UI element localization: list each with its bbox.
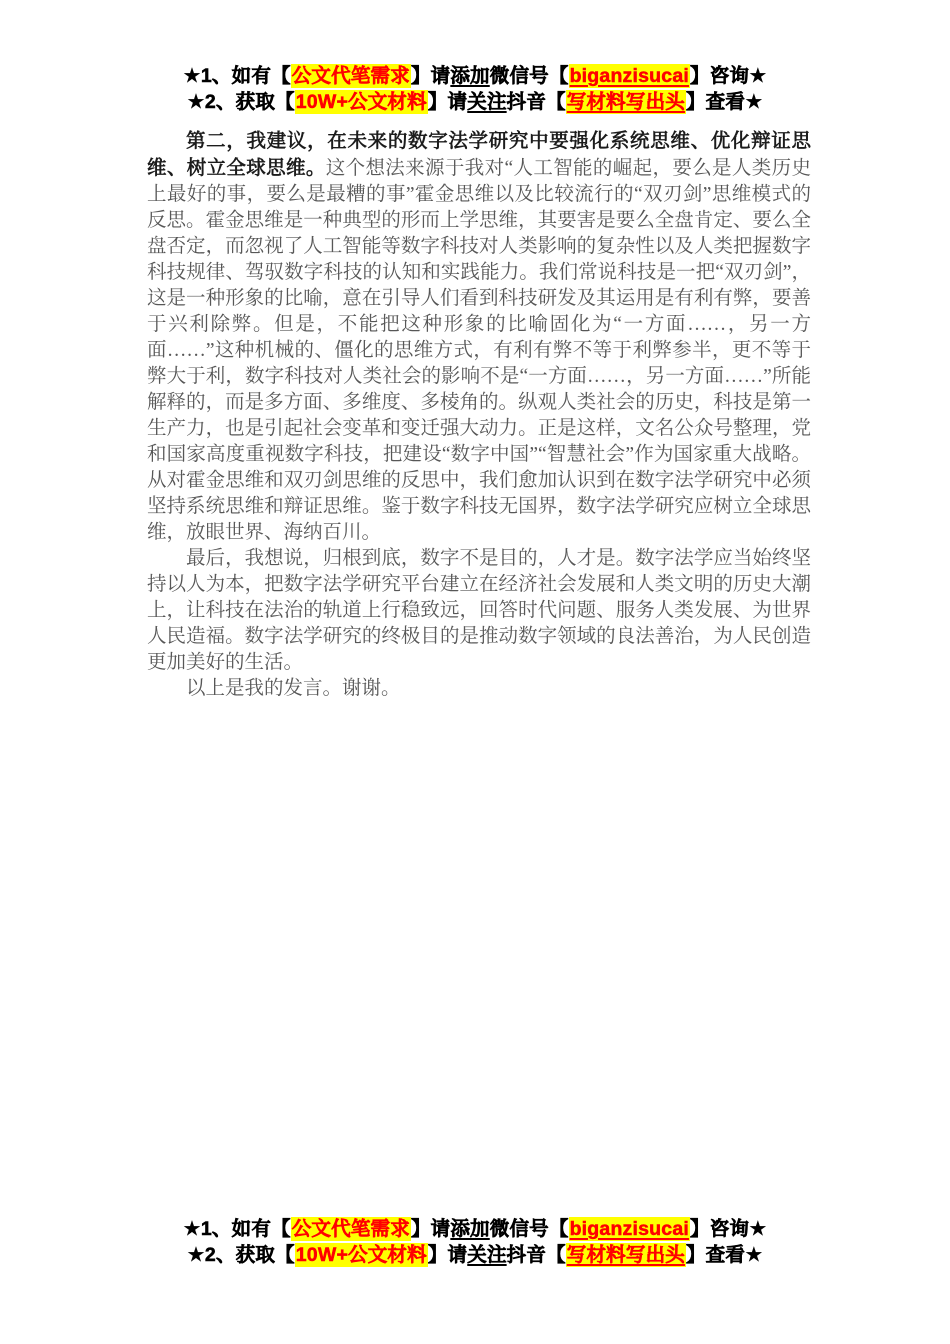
promo-bottom-line-2 <box>0 1242 950 1268</box>
promo-top-line-1 <box>0 63 950 89</box>
promo-line2-mid-2: 抖音【 <box>506 91 566 113</box>
promo-line2-action-follow: 关注 <box>467 91 507 113</box>
paragraph-2-text: 最后，我想说，归根到底，数字不是目的，人才是。数字法学应当始终坚持以人为本，把数字法学研究平台建立在经济社会发展和人类文明的历史大潮上，让科技在法治的轨道上行稳致远，回答时代问题、服务人类发展、为世界人民造福。数字法学研究的终极目的是推动数字领域的良法善治，为人民创造更加美好的生活。 <box>147 548 811 673</box>
promo-line2-mid-1: 】请 <box>427 91 468 113</box>
promo-line1-mid-2: 微信号【 <box>489 1218 569 1240</box>
paragraph-1-bold-lead: 第二，我建议，在未来的数字法学研究中要强化系统思维、优化辩证思维、树立全球思维。 <box>147 130 811 179</box>
promo-line1-prefix: ★1、如有【 <box>183 65 291 87</box>
promo-line1-highlight-service: 公文代笔需求 <box>291 1218 410 1240</box>
promo-line1-mid-1: 】请 <box>410 65 451 87</box>
promo-line1-suffix: 】咨询★ <box>690 1218 767 1240</box>
promo-top-line-2 <box>0 89 950 115</box>
promo-line2-douyin-id: 写材料写出头 <box>566 1244 685 1266</box>
promo-banner-top <box>0 63 950 115</box>
promo-banner-bottom <box>0 1216 950 1268</box>
promo-line2-prefix: ★2、获取【 <box>187 91 295 113</box>
promo-line1-suffix: 】咨询★ <box>690 65 767 87</box>
promo-line2-highlight-materials: 10W+公文材料 <box>295 91 427 113</box>
paragraph-1 <box>147 128 811 546</box>
promo-line2-douyin-id: 写材料写出头 <box>566 91 685 113</box>
promo-line1-wechat-id: biganzisucai <box>569 1218 689 1240</box>
promo-line1-wechat-id: biganzisucai <box>569 65 689 87</box>
promo-line2-action-follow: 关注 <box>467 1244 507 1266</box>
promo-line2-suffix: 】查看★ <box>685 91 763 113</box>
promo-line1-mid-2: 微信号【 <box>489 65 569 87</box>
promo-line2-mid-1: 】请 <box>427 1244 468 1266</box>
promo-line2-suffix: 】查看★ <box>685 1244 763 1266</box>
promo-line2-mid-2: 抖音【 <box>506 1244 566 1266</box>
paragraph-2 <box>147 546 811 676</box>
paragraph-3 <box>147 676 811 702</box>
promo-line1-prefix: ★1、如有【 <box>183 1218 291 1240</box>
promo-line2-prefix: ★2、获取【 <box>187 1244 295 1266</box>
promo-line1-highlight-service: 公文代笔需求 <box>291 65 410 87</box>
promo-bottom-line-1 <box>0 1216 950 1242</box>
promo-line1-mid-1: 】请 <box>410 1218 451 1240</box>
paragraph-3-text: 以上是我的发言。谢谢。 <box>186 678 401 699</box>
promo-line1-action-add: 添加 <box>450 1218 490 1240</box>
document-body <box>147 128 811 702</box>
paragraph-1-text: 这个想法来源于我对“人工智能的崛起，要么是人类历史上最好的事，要么是最糟的事”霍金思维以及比较流行的“双刃剑”思维模式的反思。霍金思维是一种典型的形而上学思维，其要害是要么全盘肯定、要么全盘否定，而忽视了人工智能等数字科技对人类影响的复杂性以及人类把握数字科技规律、驾驭数字科技的认知和实践能力。我们常说科技是一把“双刃剑”，这是一种形象的比喻，意在引导人们看到科技研发及其运用是有利有弊，要善于兴利除弊。但是，不能把这种形象的比喻固化为“一方面……，另一方面……”这种机械的、僵化的思维方式，有利有弊不等于利弊参半，更不等于弊大于利，数字科技对人类社会的影响不是“一方面……，另一方面……”所能解释的，而是多方面、多维度、多棱角的。纵观人类社会的历史，科技是第一生产力，也是引起社会变革和变迁强大动力。正是这样，文名公众号整理，党和国家高度重视数字科技，把建设“数字中国”“智慧社会”作为国家重大战略。从对霍金思维和双刃剑思维的反思中，我们愈加认识到在数字法学研究中必须坚持系统思维和辩证思维。鉴于数字科技无国界，数字法学研究应树立全球思维，放眼世界、海纳百川。 <box>147 158 811 543</box>
promo-line1-action-add: 添加 <box>450 65 490 87</box>
promo-line2-highlight-materials: 10W+公文材料 <box>295 1244 427 1266</box>
